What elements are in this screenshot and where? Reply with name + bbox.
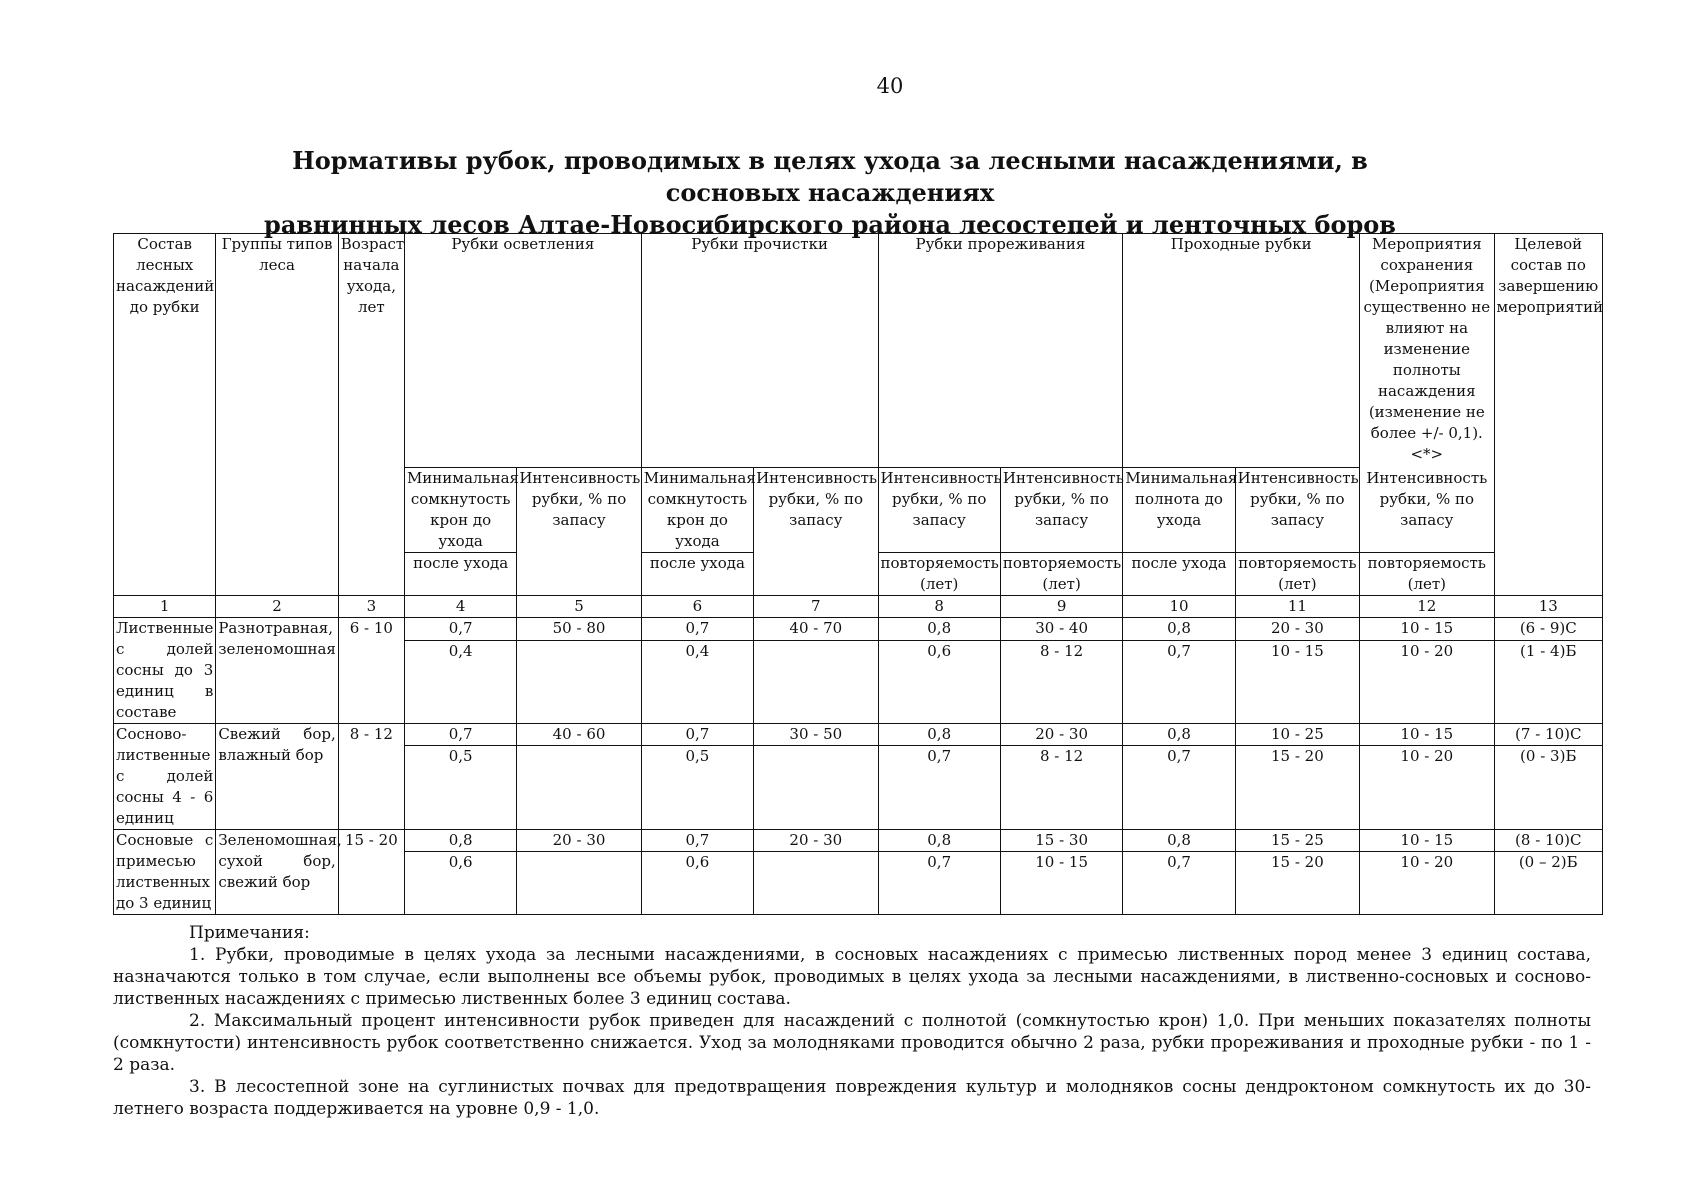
table-cell: 0,7	[404, 724, 516, 746]
table-cell: 0,8	[1123, 724, 1235, 746]
table-cell: (1 - 4)Б	[1494, 641, 1602, 724]
header-composition: Состав лесных насаждений до рубки	[114, 234, 216, 596]
col-number: 8	[878, 596, 1000, 618]
col-number: 2	[216, 596, 338, 618]
table-cell: 10 - 25	[1235, 724, 1359, 746]
table-cell: 0,4	[404, 641, 516, 724]
cell-composition: Сосново-лиственные с долей сосны 4 - 6 единиц	[114, 724, 216, 830]
subheader-c8: Интенсивность рубки, % по запасу	[878, 468, 1000, 553]
table-cell: 0,7	[641, 830, 753, 852]
cell-forest-types: Разнотравная, зеленомошная	[216, 618, 338, 724]
table-cell: 10 - 15	[1235, 641, 1359, 724]
table-cell: 8 - 12	[1000, 641, 1122, 724]
table-cell: 0,8	[1123, 618, 1235, 641]
header-target: Целевой состав по завершению мероприятий	[1494, 234, 1602, 596]
table-cell	[754, 852, 878, 915]
table-cell: 15 - 25	[1235, 830, 1359, 852]
header-preservation: Мероприятия сохранения (Мероприятия существенно не влияют на изменение полноты насаждения (изменение не более +/- 0,1). <*>	[1360, 234, 1494, 468]
subheader-c6: Минимальная сомкнутость крон до ухода	[641, 468, 753, 553]
note-3: 3. В лесостепной зоне на суглинистых почвах для предотвращения повреждения культур и молодняков сосны дендроктоном сомкнутость их до 30-летнего возраста поддерживается на уровне 0,9 - 1,0.	[113, 1077, 1591, 1119]
title-line-2: равнинных лесов Алтае-Новосибирского района лесостепей и ленточных боров	[264, 210, 1396, 239]
subheader-c6b: после ухода	[641, 553, 753, 596]
document-title	[230, 145, 1430, 241]
table-cell: 20 - 30	[1000, 724, 1122, 746]
col-number: 10	[1123, 596, 1235, 618]
title-line-1: Нормативы рубок, проводимых в целях ухода за лесными насаждениями, в сосновых насаждениях	[292, 146, 1368, 207]
table-cell: (7 - 10)С	[1494, 724, 1602, 746]
table-cell: (0 - 3)Б	[1494, 746, 1602, 830]
table-cell: 0,7	[641, 724, 753, 746]
subheader-c11: Интенсивность рубки, % по запасу	[1235, 468, 1359, 553]
subheader-c4b: после ухода	[404, 553, 516, 596]
table-cell: 0,8	[1123, 830, 1235, 852]
table-cell: 0,6	[878, 641, 1000, 724]
note-1: 1. Рубки, проводимые в целях ухода за лесными насаждениями, в сосновых насаждениях с примесью лиственных пород менее 3 единиц состава, назначаются только в том случае, если выполнены все объемы рубок, проводимых в целях ухода за лесными насаждениями, в лиственно-сосновых и сосново-лиственных насаждениях с примесью лиственных более 3 единиц состава.	[113, 945, 1591, 1009]
subheader-c9: Интенсивность рубки, % по запасу	[1000, 468, 1122, 553]
subheader-c7: Интенсивность рубки, % по запасу	[754, 468, 878, 596]
table-cell	[338, 641, 404, 724]
cell-forest-types: Зеленомошная, сухой бор, свежий бор	[216, 830, 338, 915]
column-numbers-row	[114, 596, 1603, 618]
header-lightening: Рубки осветления	[404, 234, 641, 468]
table-cell: 15 - 20	[1235, 852, 1359, 915]
cell-forest-types: Свежий бор, влажный бор	[216, 724, 338, 830]
table-cell: 0,4	[641, 641, 753, 724]
cell-age: 15 - 20	[338, 830, 404, 852]
table-cell: 0,7	[878, 852, 1000, 915]
col-number: 7	[754, 596, 878, 618]
table-cell: 20 - 30	[517, 830, 641, 852]
col-number: 3	[338, 596, 404, 618]
table-cell	[338, 852, 404, 915]
subheader-c12: Интенсивность рубки, % по запасу	[1360, 468, 1494, 553]
table-cell: 10 - 20	[1360, 746, 1494, 830]
header-cleaning: Рубки прочистки	[641, 234, 878, 468]
header-passing: Проходные рубки	[1123, 234, 1360, 468]
table-cell: 15 - 20	[1235, 746, 1359, 830]
header-forest-types: Группы типов леса	[216, 234, 338, 596]
notes-section	[113, 922, 1591, 1120]
table-cell	[754, 746, 878, 830]
table-cell: 10 - 15	[1360, 724, 1494, 746]
table-cell: 0,7	[1123, 852, 1235, 915]
col-number: 6	[641, 596, 753, 618]
table-cell: 0,7	[878, 746, 1000, 830]
table-cell: 10 - 15	[1000, 852, 1122, 915]
page-number: 40	[876, 74, 904, 98]
table-cell: 10 - 15	[1360, 618, 1494, 641]
table-cell: 50 - 80	[517, 618, 641, 641]
cell-composition: Сосновые с примесью лиственных до 3 единиц	[114, 830, 216, 915]
table-cell	[754, 641, 878, 724]
table-cell: 10 - 20	[1360, 852, 1494, 915]
table-cell: 0,7	[404, 618, 516, 641]
table-cell: 0,6	[404, 852, 516, 915]
table-cell: 0,8	[878, 830, 1000, 852]
cell-composition: Лиственные с долей сосны до 3 единиц в составе	[114, 618, 216, 724]
cell-age: 8 - 12	[338, 724, 404, 746]
table-row	[114, 830, 1603, 852]
col-number: 4	[404, 596, 516, 618]
subheader-c8b: повторяемость (лет)	[878, 553, 1000, 596]
table-cell: 0,7	[1123, 641, 1235, 724]
table-cell: 10 - 15	[1360, 830, 1494, 852]
col-number: 9	[1000, 596, 1122, 618]
subheader-c4: Минимальная сомкнутость крон до ухода	[404, 468, 516, 553]
table-cell: 30 - 50	[754, 724, 878, 746]
header-thinning: Рубки прореживания	[878, 234, 1123, 468]
table-cell: 15 - 30	[1000, 830, 1122, 852]
col-number: 12	[1360, 596, 1494, 618]
table-cell: 0,5	[404, 746, 516, 830]
col-number: 1	[114, 596, 216, 618]
table-cell	[338, 746, 404, 830]
cell-age: 6 - 10	[338, 618, 404, 641]
col-number: 13	[1494, 596, 1602, 618]
col-number: 5	[517, 596, 641, 618]
table-cell: 8 - 12	[1000, 746, 1122, 830]
col-number: 11	[1235, 596, 1359, 618]
notes-heading: Примечания:	[189, 923, 310, 943]
table-cell: 20 - 30	[754, 830, 878, 852]
table-cell: 0,8	[878, 724, 1000, 746]
table-cell: (8 - 10)С	[1494, 830, 1602, 852]
norms-table	[113, 233, 1603, 915]
table-cell: 40 - 60	[517, 724, 641, 746]
table-cell: (0 – 2)Б	[1494, 852, 1602, 915]
table-row	[114, 724, 1603, 746]
subheader-c5: Интенсивность рубки, % по запасу	[517, 468, 641, 596]
table-cell: 0,8	[878, 618, 1000, 641]
table-cell	[517, 641, 641, 724]
subheader-c12b: повторяемость (лет)	[1360, 553, 1494, 596]
note-2: 2. Максимальный процент интенсивности рубок приведен для насаждений с полнотой (сомкнутостью крон) 1,0. При меньших показателях полноты (сомкнутости) интенсивность рубок соответственно снижается. Уход за молодняками проводится обычно 2 раза, рубки прореживания и проходные рубки - по 1 - 2 раза.	[113, 1011, 1591, 1075]
table-cell: 0,6	[641, 852, 753, 915]
table-cell: 0,7	[641, 618, 753, 641]
table-cell: 0,5	[641, 746, 753, 830]
table-cell: 0,7	[1123, 746, 1235, 830]
table-cell	[517, 852, 641, 915]
table-cell: 20 - 30	[1235, 618, 1359, 641]
table-cell: 10 - 20	[1360, 641, 1494, 724]
subheader-c11b: повторяемость (лет)	[1235, 553, 1359, 596]
subheader-c10: Минимальная полнота до ухода	[1123, 468, 1235, 553]
table-cell: (6 - 9)С	[1494, 618, 1602, 641]
table-row	[114, 618, 1603, 641]
header-age: Возраст начала ухода, лет	[338, 234, 404, 596]
table-cell: 40 - 70	[754, 618, 878, 641]
table-cell	[517, 746, 641, 830]
table-cell: 30 - 40	[1000, 618, 1122, 641]
table-cell: 0,8	[404, 830, 516, 852]
subheader-c10b: после ухода	[1123, 553, 1235, 596]
subheader-c9b: повторяемость (лет)	[1000, 553, 1122, 596]
